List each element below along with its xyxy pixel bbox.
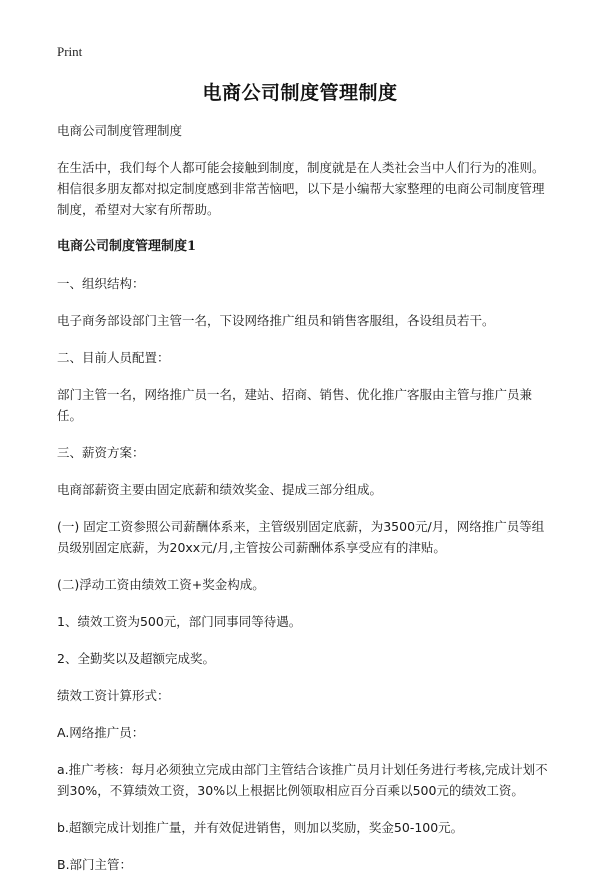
paragraph: (一) 固定工资参照公司薪酬体系来，主管级别固定底薪，为3500元/月，网络推广员等组员级别固定底薪，为20xx元/月,主管按公司薪酬体系享受应有的津贴。 xyxy=(57,519,545,555)
document-body xyxy=(57,120,553,891)
paragraph: b.超额完成计划推广量，并有效促进销售，则加以奖励，奖金50-100元。 xyxy=(57,820,464,835)
paragraph: 电商部薪资主要由固定底薪和绩效奖金、提成三部分组成。 xyxy=(57,482,383,497)
paragraph: 绩效工资计算形式： xyxy=(57,688,170,703)
paragraph: 电商公司制度管理制度 xyxy=(57,123,183,138)
print-link[interactable]: Print xyxy=(57,44,83,59)
paragraph: 一、组织结构： xyxy=(57,276,145,291)
paragraph: 电子商务部设部门主管一名，下设网络推广组员和销售客服组，各设组员若干。 xyxy=(57,313,495,328)
document-title: 电商公司制度管理制度 xyxy=(202,82,398,104)
paragraph: B.部门主管： xyxy=(57,857,133,872)
paragraph: a.推广考核：每月必须独立完成由部门主管结合该推广员月计划任务进行考核,完成计划不到30%，不算绩效工资，30%以上根据比例领取相应百分百乘以500元的绩效工资。 xyxy=(57,762,548,798)
paragraph: A.网络推广员： xyxy=(57,725,145,740)
paragraph: (二)浮动工资由绩效工资+奖金构成。 xyxy=(57,577,265,592)
paragraph: 在生活中，我们每个人都可能会接触到制度，制度就是在人类社会当中人们行为的准则。相信很多朋友都对拟定制度感到非常苦恼吧，以下是小编帮大家整理的电商公司制度管理制度，希望对大家有所帮助。 xyxy=(57,160,545,217)
paragraph: 三、薪资方案： xyxy=(57,445,145,460)
paragraph: 2、全勤奖以及超额完成奖。 xyxy=(57,651,215,666)
paragraph: 部门主管一名，网络推广员一名，建站、招商、销售、优化推广客服由主管与推广员兼任。 xyxy=(57,387,533,423)
paragraph: 1、绩效工资为500元，部门同事同等待遇。 xyxy=(57,614,302,629)
section-heading: 电商公司制度管理制度1 xyxy=(57,239,197,254)
paragraph: 二、目前人员配置： xyxy=(57,350,170,365)
